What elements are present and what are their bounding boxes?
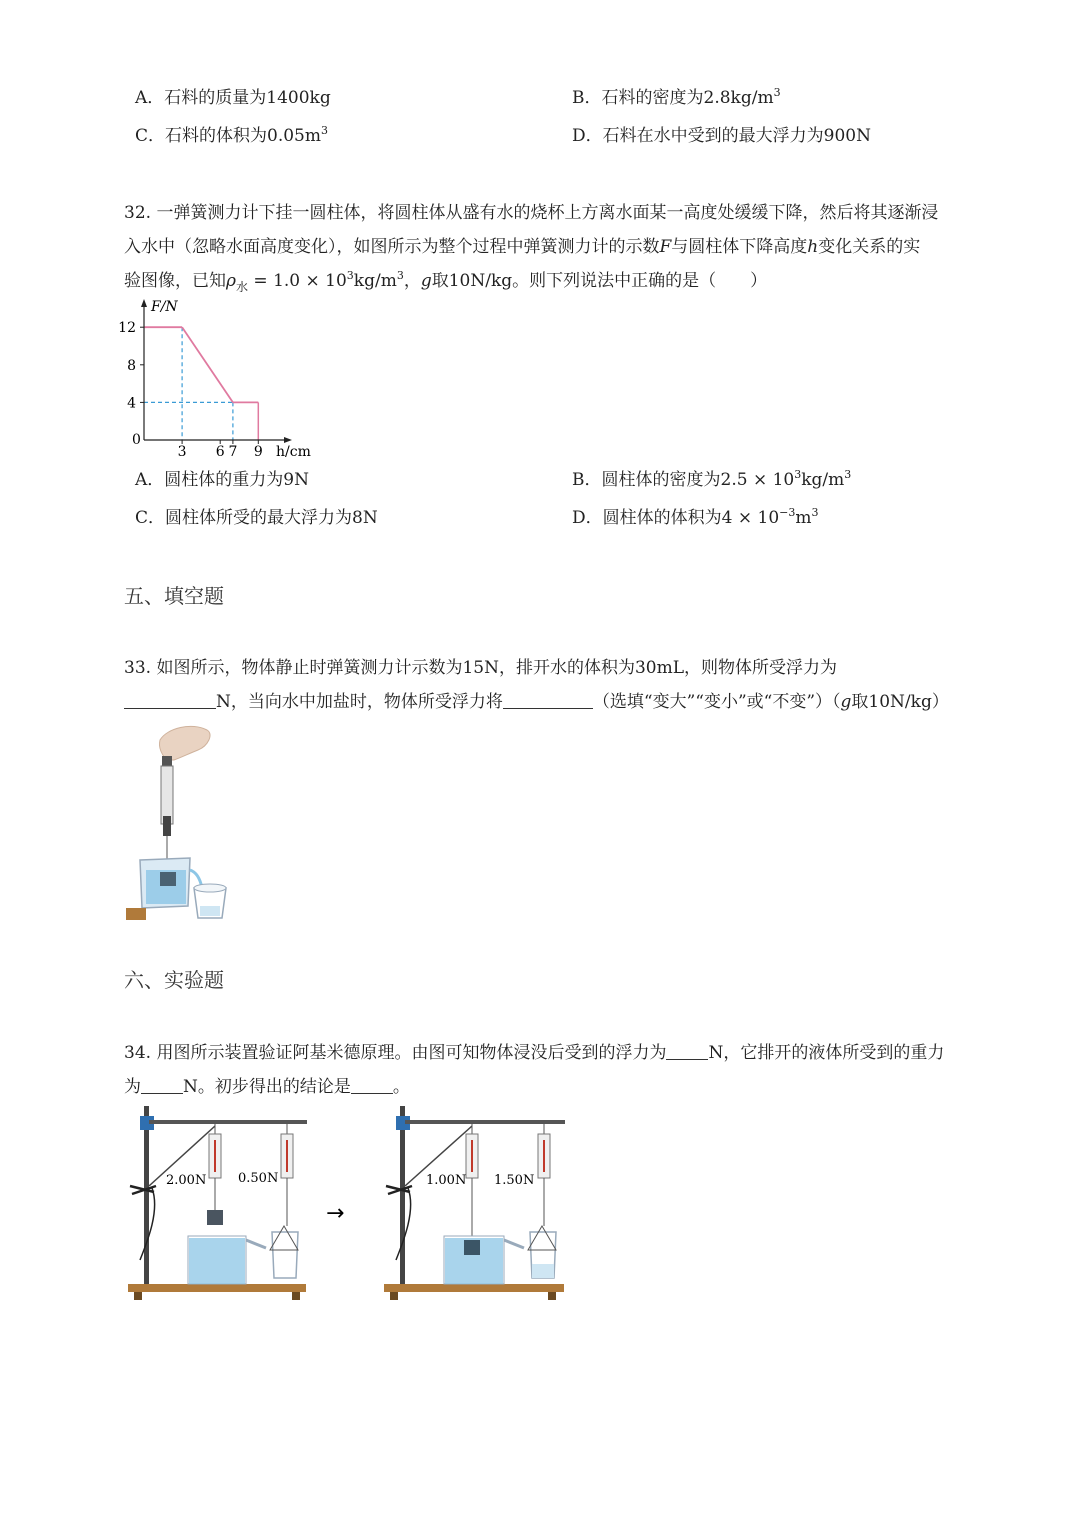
answer-blank[interactable] — [141, 1075, 183, 1094]
q33-line-2: N，当向水中加盐时，物体所受浮力将 （选填“变大”“变小”或“不变”）（g取10N/kg） — [124, 685, 949, 719]
q32-line-2: 入水中（忽略水面高度变化），如图所示为整个过程中弹簧测力计的示数F与圆柱体下降高度h变化关系的实 — [124, 237, 921, 257]
q32-stem — [124, 196, 938, 298]
q34-stem — [124, 1036, 944, 1104]
x-tick-label: 9 — [253, 444, 263, 460]
hand-illustration — [159, 726, 210, 760]
q32-option-b: B．圆柱体的密度为$2.5 \times 10^3kg/m^3$ — [572, 468, 852, 490]
left-apparatus — [128, 1106, 307, 1300]
q32-chart — [118, 296, 318, 462]
y-tick-label: 8 — [127, 357, 136, 374]
spring-scale-body — [161, 766, 173, 824]
spring-scale-top — [162, 756, 172, 766]
answer-blank[interactable] — [124, 690, 216, 709]
x-axis-label: h/cm — [276, 444, 311, 460]
left-scale-reading-2: 0.50N — [238, 1171, 279, 1186]
q33-figure — [122, 720, 237, 925]
tank-water — [189, 1238, 245, 1284]
x-axis-arrow — [284, 437, 292, 443]
y-tick-label: 4 — [127, 395, 136, 412]
wood-block — [126, 908, 146, 920]
section-heading-fill-blank: 五、填空题 — [124, 584, 224, 608]
q31-option-b: B．石料的密度为$2.8kg/m^3$ — [572, 86, 781, 108]
answer-blank[interactable] — [503, 690, 593, 709]
chart-guides — [144, 327, 258, 440]
q34-line-2: 为 N。初步得出的结论是 。 — [124, 1077, 410, 1097]
right-scale-reading-2: 1.50N — [494, 1173, 535, 1188]
arrow-between-figures: → — [326, 1201, 345, 1226]
right-apparatus — [384, 1106, 565, 1300]
q31-option-a: A．石料的质量为1400kg — [135, 88, 331, 108]
x-tick-label: 3 — [177, 444, 187, 460]
q31-option-d: D．石料在水中受到的最大浮力为900N — [572, 126, 871, 146]
block-object-submerged — [464, 1240, 480, 1255]
y-axis-label: F/N — [151, 299, 178, 315]
chart-line — [144, 327, 258, 402]
q33-stem — [124, 651, 949, 719]
right-scale-reading-1: 1.00N — [426, 1173, 467, 1188]
answer-blank[interactable] — [666, 1041, 708, 1060]
y-tick-label: 12 — [118, 320, 136, 337]
x-tick-label: 6 — [215, 444, 225, 460]
q32-line-1: 32. 一弹簧测力计下挂一圆柱体，将圆柱体从盛有水的烧杯上方离水面某一高度处缓缓下降，然后将其逐渐浸 — [124, 203, 939, 223]
section-heading-experiment: 六、实验题 — [124, 968, 224, 992]
q31-option-c: C．石料的体积为$0.05m^3$ — [135, 124, 328, 146]
q32-option-c: C．圆柱体所受的最大浮力为8N — [135, 508, 378, 528]
q33-line-1: 33. 如图所示，物体静止时弹簧测力计示数为15N，排开水的体积为30mL，则物体所受浮力为 — [124, 658, 837, 678]
q32-line-3: 验图像，已知$\rho_水 = 1.0 \times 10^3kg/m^3$，g取10N/kg。则下列说法中正确的是（ ） — [124, 269, 768, 294]
origin-label: 0 — [132, 432, 141, 448]
series-segment-1 — [182, 327, 233, 402]
q32-option-a: A．圆柱体的重力为9N — [135, 470, 309, 490]
left-scale-reading-1: 2.00N — [166, 1173, 207, 1188]
submerged-object — [160, 872, 176, 886]
x-tick-label: 7 — [228, 444, 238, 460]
q32-option-d: D．圆柱体的体积为$4 \times 10^{-3}m^3$ — [572, 506, 819, 528]
q34-line-1: 34. 用图所示装置验证阿基米德原理。由图可知物体浸没后受到的浮力为 N，它排开的液体所受到的重力 — [124, 1043, 945, 1063]
block-object — [207, 1210, 223, 1225]
y-axis-arrow — [141, 299, 147, 307]
answer-blank[interactable] — [351, 1075, 393, 1094]
q34-figure — [120, 1100, 580, 1310]
